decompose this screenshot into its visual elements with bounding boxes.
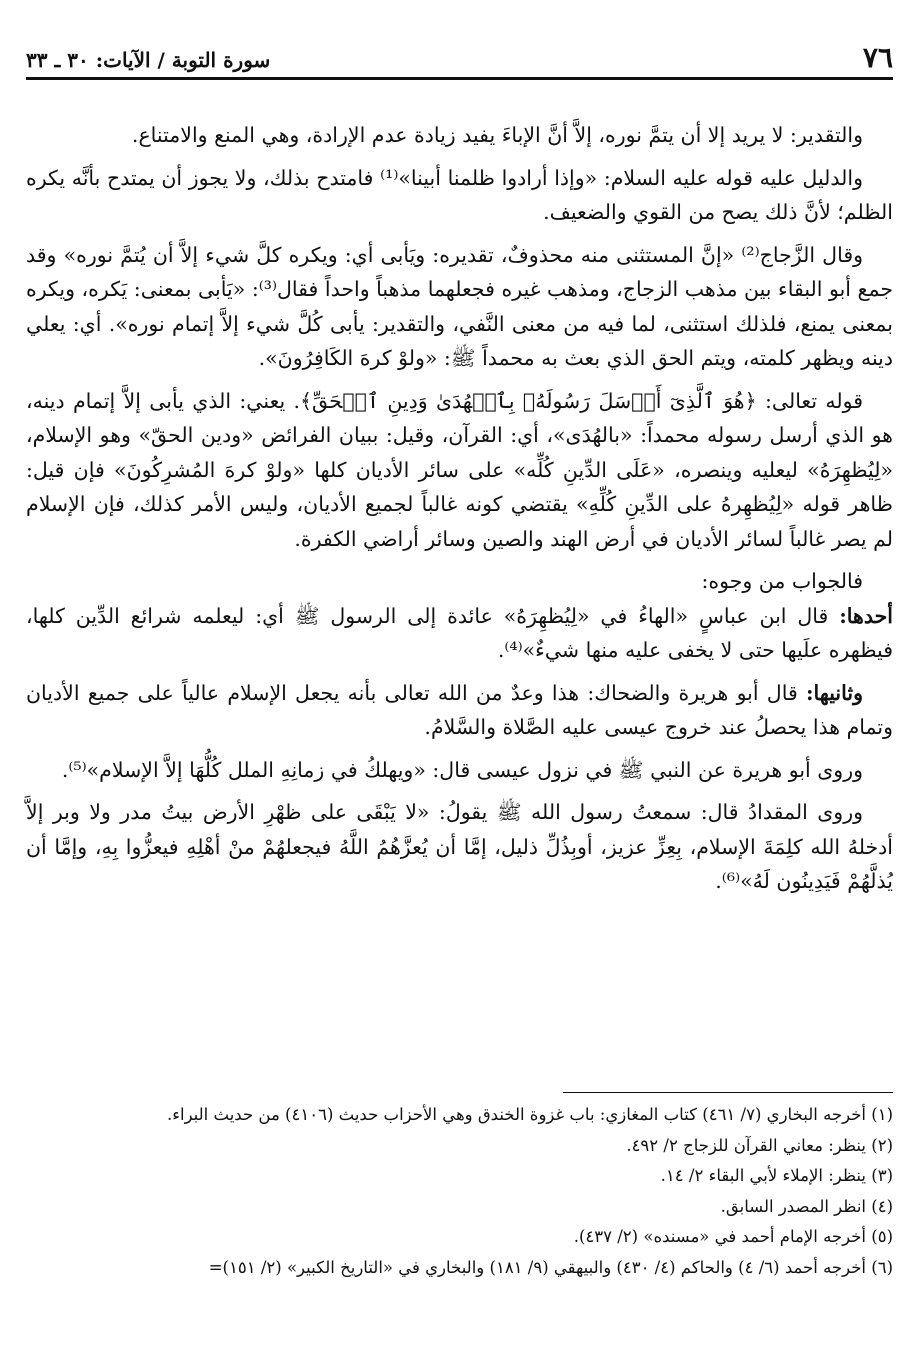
running-header bbox=[26, 40, 893, 80]
answer-paragraph bbox=[26, 676, 893, 745]
main-text bbox=[26, 118, 893, 907]
footnote: (٤) انظر المصدر السابق. bbox=[720, 1196, 893, 1216]
answer-paragraph bbox=[26, 599, 893, 668]
footnote: (٢) ينظر: معاني القرآن للزجاج ٢/ ٤٩٢. bbox=[626, 1135, 893, 1155]
answer-lead: وثانيها: bbox=[805, 680, 863, 705]
answer-text: قال ابن عباسٍ «الهاءُ في «لِيُظهِرَهُ» عائدة إلى الرسول ﷺ أي: ليعلمه شرائع الدِّين كلها، فيظهره علَيها حتى لا يخفى عليه منها شيءٌ»⁽⁴⁾. bbox=[26, 603, 893, 662]
answer-text: قال أبو هريرة والضحاك: هذا وعدٌ من الله تعالى بأنه يجعل الإسلام عالياً على جميع الأديان وتمام هذا يحصلُ عند خروج عيسى عليه الصَّلاة والسَّلامُ. bbox=[26, 680, 893, 739]
footnote: (١) أخرجه البخاري (٧/ ٤٦١) كتاب المغازي: باب غزوة الخندق وهي الأحزاب حديث (٤١٠٦) من حديث البراء. bbox=[166, 1105, 893, 1124]
paragraph: قوله تعالى: ﴿هُوَ ٱلَّذِىٓ أَرۡسَلَ رَسُولَهُۥ بِٱلۡهُدَىٰ وَدِينِ ٱلۡحَقِّ﴾. يعني: الذي يأبى إلاَّ إتمام دينه، هو الذي أرسل رسوله محمداً: «بالهُدَى»، أي: القرآن، وقيل: ببيان الفرائض «ودين الحقّ» وهو الإسلام، «لِيُظهِرَهُ» ليعليه وينصره، «عَلَى الدِّينِ كُلِّه» على سائر الأديان كلها «ولوْ كرهَ المُشرِكُونَ» فإن قيل: ظاهر قوله «لِيُظهِرهُ على الدِّينِ كُلِّهِ» يقتضي كونه غالباً لجميع الأديان، وليس الأمر كذلك، فإن الإسلام لم يصر غالباً لسائر الأديان في أرض الهند والصين وسائر أراضي الكفرة. bbox=[26, 388, 893, 551]
answer-lead: أحدها: bbox=[839, 603, 893, 628]
paragraph: والدليل عليه قوله عليه السلام: «وإذا أرادوا ظلمنا أبينا»⁽¹⁾ فامتدح بذلك، ولا يجوز أن يمتدح بأنَّه يكره الظلم؛ لأنَّ ذلك يصح من القوي والضعيف. bbox=[26, 165, 893, 224]
paragraph: وقال الزَّجاج⁽²⁾ «إنَّ المستثنى منه محذوفٌ، تقديره: ويَأبى أي: ويكره كلَّ شيء إلاَّ أن يُتمَّ نوره» وقد جمع أبو البقاء بين مذهب الزجاج، ومذهب غيره فجعلهما مذهباً واحداً فقال⁽³⁾: «يَأبى بمعنى: يَكره، ويكره بمعنى يمنع، فلذلك استثنى، لما فيه من معنى النَّفي، والتقدير: يأبى كُلَّ شيء إلاَّ إتمام نوره». أي: يعلي دينه ويظهر كلمته، ويتم الحق الذي بعث به محمداً ﷺ: «ولوْ كرهَ الكَافِرُونَ». bbox=[26, 242, 893, 370]
page-number: ٧٦ bbox=[862, 41, 893, 74]
footnote: (٥) أخرجه الإمام أحمد في «مسنده» (٢/ ٤٣٧). bbox=[573, 1227, 893, 1246]
footnotes bbox=[20, 1100, 893, 1283]
footnote: (٣) ينظر: الإملاء لأبي البقاء ٢/ ١٤. bbox=[660, 1166, 893, 1185]
paragraph: وروى المقدادُ قال: سمعتُ رسول الله ﷺ يقولُ: «لا يَبْقَى على ظهْرِ الأرض بيتُ مدر ولا وبر إلاَّ أدخلهُ الله كلِمَةَ الإسلام، بِعِزِّ عزيز، أوبِذُلِّ ذليل، إمَّا أن يُعزَّهُمُ اللَّهُ فيجعلهُمْ منْ أهْلِهِ فيعزُّوا بِهِ، وإمَّا أن يُذلَّهُمْ فَيَدِينُون لَهُ»⁽⁶⁾. bbox=[26, 800, 893, 893]
paragraph: فالجواب من وجوه: bbox=[701, 569, 863, 593]
header-title: سورة التوبة / الآيات: ٣٠ ـ ٣٣ bbox=[26, 48, 271, 72]
paragraph: وروى أبو هريرة عن النبي ﷺ في نزول عيسى قال: «ويهلكُ في زمانِهِ الملل كُلُّهَا إلاَّ الإسلام»⁽⁵⁾. bbox=[61, 757, 863, 782]
paragraph: والتقدير: لا يريد إلا أن يتمَّ نوره، إلاَّ أنَّ الإباءَ يفيد زيادة عدم الإرادة، وهي المنع والامتناع. bbox=[131, 123, 863, 147]
footnote: (٦) أخرجه أحمد (٦/ ٤) والحاكم (٤/ ٤٣٠) والبيهقي (٩/ ١٨١) والبخاري في «التاريخ الكبير» (٢/ ١٥١)= bbox=[208, 1257, 893, 1277]
footnote-divider bbox=[563, 1092, 893, 1093]
